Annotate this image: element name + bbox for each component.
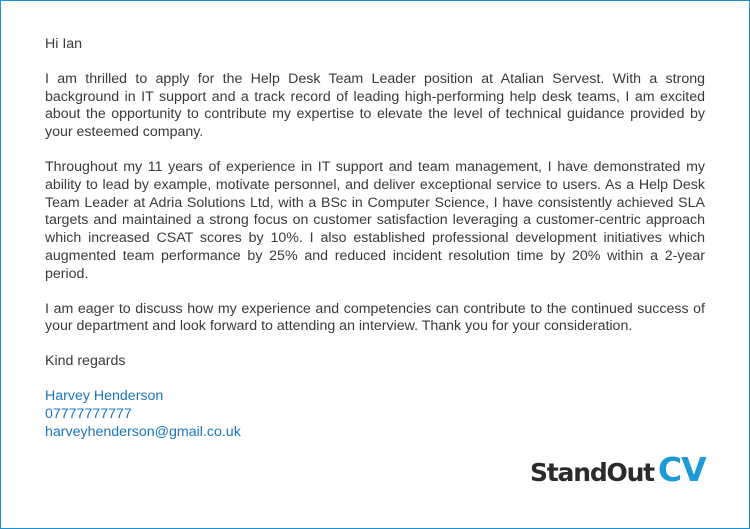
cover-letter xyxy=(45,36,705,441)
logo-wordmark: StandOut xyxy=(530,458,654,487)
greeting: Hi Ian xyxy=(45,36,83,52)
paragraph-experience: Throughout my 11 years of experience in IT support and team management, I have demonstrated my ability to lead by example, motivate personnel, and deliver exceptional service to users. As a Help Desk Team Leader at Adria Solutions Ltd, with a BSc in Computer Science, I have consistently achieved SLA targets and maintained a strong focus on customer satisfaction leveraging a customer-centric approach which increased CSAT scores by 10%. I also established professional development initiatives which augmented team performance by 25% and reduced incident resolution time by 20% within a 2-year period. xyxy=(45,158,705,282)
paragraph-intro: I am thrilled to apply for the Help Desk Team Leader position at Atalian Servest. With a strong background in IT support and a track record of leading high-performing help desk teams, I am excited about the opportunity to contribute my expertise to elevate the level of technical guidance provided by your esteemed company. xyxy=(45,70,705,141)
signoff: Kind regards xyxy=(45,353,126,370)
paragraph-closing: I am eager to discuss how my experience and competencies can contribute to the continued success of your department and look forward to attending an interview. Thank you for your consideration. xyxy=(45,300,705,335)
signature-name: Harvey Henderson xyxy=(45,387,164,404)
logo-accent: CV xyxy=(657,450,706,489)
signature-phone: 07777777777 xyxy=(45,405,132,422)
standout-cv-logo xyxy=(530,450,706,490)
signature-email: harveyhenderson@gmail.co.uk xyxy=(45,423,241,440)
signature-block xyxy=(45,388,705,441)
